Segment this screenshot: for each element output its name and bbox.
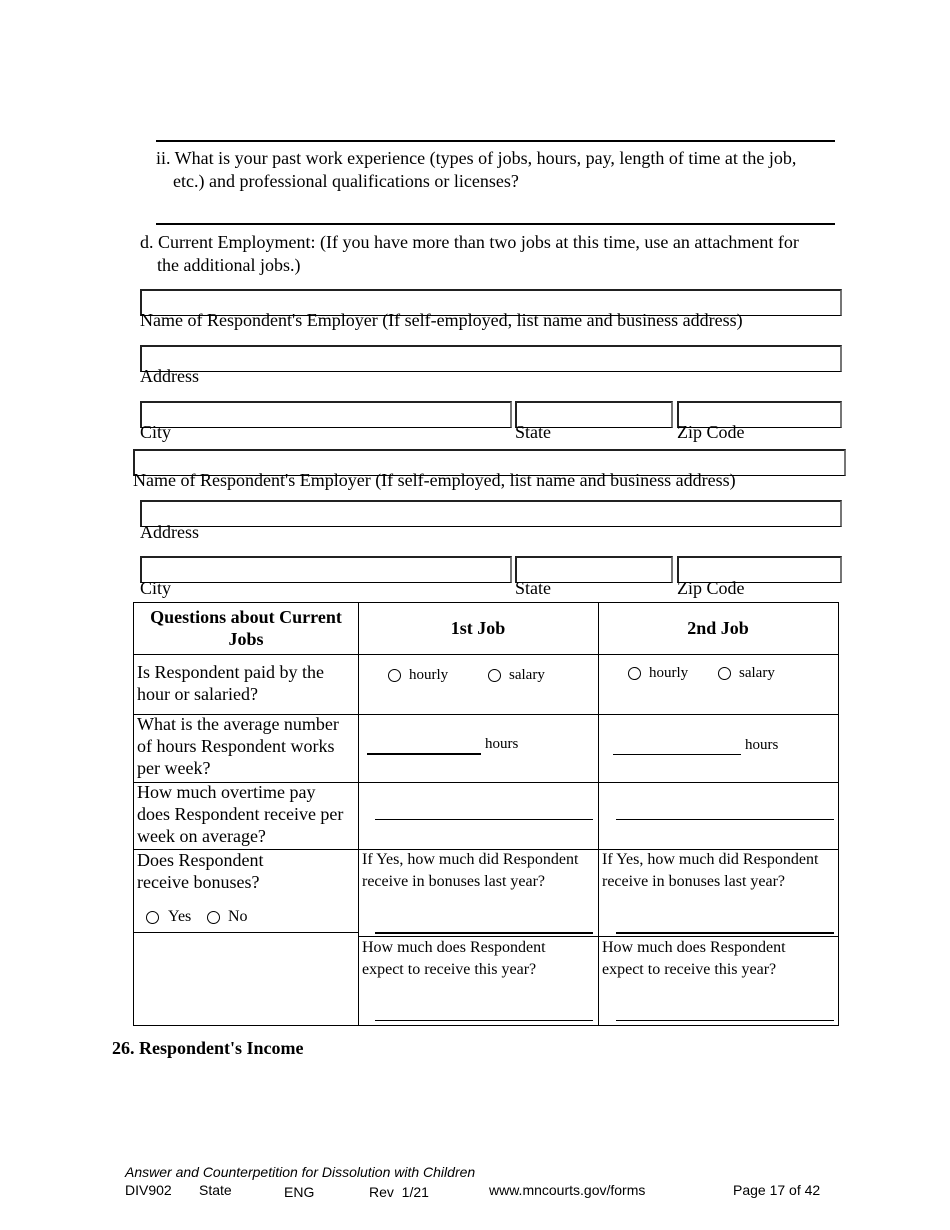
question-d: d. Current Employment: (If you have more than two jobs at this time, use an attachment for <box>140 232 799 252</box>
employer1-city-label: City <box>140 422 172 442</box>
job1-bonus-this-year-line2: expect to receive this year? <box>362 961 537 978</box>
col-divider-1 <box>358 603 359 1025</box>
divider-top <box>156 140 835 142</box>
job2-hours-field[interactable] <box>613 754 741 755</box>
question-bonus-line2: receive bonuses? <box>137 872 260 892</box>
job1-bonus-this-year-label <box>362 937 546 981</box>
job2-hourly-radio[interactable] <box>628 667 641 680</box>
job2-salary-radio[interactable] <box>718 667 731 680</box>
current-jobs-table <box>133 602 839 1026</box>
job2-bonus-this-year-label <box>602 937 786 981</box>
employer1-address-label: Address <box>140 366 199 386</box>
employer2-address-input[interactable] <box>140 500 842 527</box>
footer-page-number: Page 17 of 42 <box>733 1182 821 1198</box>
divider-answer-ii <box>156 223 835 225</box>
job2-bonus-last-year-line1: If Yes, how much did Respondent <box>602 851 819 868</box>
job1-salary-radio[interactable] <box>488 669 501 682</box>
header-2nd-job: 2nd Job <box>687 618 749 638</box>
employer2-city-label: City <box>140 578 172 598</box>
employer2-address-label: Address <box>140 522 199 542</box>
job2-bonus-this-year-line2: expect to receive this year? <box>602 961 777 978</box>
job1-hours-field[interactable] <box>367 753 481 755</box>
employer2-state-label: State <box>515 578 551 598</box>
question-hours <box>137 713 339 779</box>
header-questions-line2: Jobs <box>228 629 264 649</box>
bonus-yes-label: Yes <box>168 908 192 925</box>
footer-form-code: DIV902 <box>125 1182 172 1198</box>
question-d-continued: the additional jobs.) <box>157 255 301 275</box>
question-ii-continued: etc.) and professional qualifications or licenses? <box>173 171 519 191</box>
section-26-heading: 26. Respondent's Income <box>112 1038 304 1058</box>
question-paid <box>137 661 324 705</box>
job2-bonus-last-year-field[interactable] <box>616 932 834 934</box>
job2-bonus-this-year-field[interactable] <box>616 1020 834 1021</box>
footer-language: ENG <box>284 1184 315 1200</box>
question-overtime-line2: does Respondent receive per <box>137 804 344 824</box>
job2-salary-label: salary <box>739 665 775 681</box>
question-bonus <box>137 849 263 893</box>
question-overtime-line3: week on average? <box>137 826 266 846</box>
job1-bonus-last-year-label <box>362 849 578 893</box>
employer1-zip-label: Zip Code <box>677 422 745 442</box>
job1-bonus-last-year-field[interactable] <box>375 932 593 934</box>
bonus-no-radio[interactable] <box>207 911 220 924</box>
job1-hourly-label: hourly <box>409 667 449 683</box>
job2-hours-unit: hours <box>745 737 779 753</box>
employer1-name-label: Name of Respondent's Employer (If self-employed, list name and business address) <box>140 310 743 330</box>
job1-bonus-last-year-line2: receive in bonuses last year? <box>362 873 546 890</box>
question-ii: ii. What is your past work experience (types of jobs, hours, pay, length of time at the job, <box>156 148 797 168</box>
row-divider-header <box>134 654 838 655</box>
job1-hours-unit: hours <box>485 736 519 752</box>
col-divider-2 <box>598 603 599 1025</box>
footer-website: www.mncourts.gov/forms <box>489 1182 646 1198</box>
job1-salary-label: salary <box>509 667 545 683</box>
header-1st-job: 1st Job <box>450 618 506 638</box>
question-overtime-line1: How much overtime pay <box>137 782 316 802</box>
question-hours-line3: per week? <box>137 758 211 778</box>
bonus-yes-radio[interactable] <box>146 911 159 924</box>
question-hours-line2: of hours Respondent works <box>137 736 335 756</box>
header-questions-line1: Questions about Current <box>150 607 342 627</box>
employer2-city-input[interactable] <box>140 556 512 583</box>
question-overtime <box>137 781 343 847</box>
job2-bonus-this-year-line1: How much does Respondent <box>602 939 786 956</box>
job2-bonus-last-year-label <box>602 849 818 893</box>
employer2-zip-label: Zip Code <box>677 578 745 598</box>
header-questions <box>134 606 358 650</box>
job2-bonus-last-year-line2: receive in bonuses last year? <box>602 873 786 890</box>
question-bonus-line1: Does Respondent <box>137 850 264 870</box>
question-paid-line2: hour or salaried? <box>137 684 258 704</box>
job2-hourly-label: hourly <box>649 665 689 681</box>
question-hours-line1: What is the average number <box>137 714 339 734</box>
employer1-state-label: State <box>515 422 551 442</box>
bonus-no-label: No <box>228 908 248 925</box>
row-divider-bonus <box>134 932 358 933</box>
footer-form-title: Answer and Counterpetition for Dissolution with Children <box>125 1164 476 1180</box>
employer1-city-input[interactable] <box>140 401 512 428</box>
footer-revision: Rev 1/21 <box>369 1184 429 1200</box>
job2-overtime-field[interactable] <box>616 819 834 820</box>
employer2-name-label: Name of Respondent's Employer (If self-employed, list name and business address) <box>133 470 736 490</box>
job1-hourly-radio[interactable] <box>388 669 401 682</box>
footer-jurisdiction: State <box>199 1182 232 1198</box>
question-paid-line1: Is Respondent paid by the <box>137 662 324 682</box>
job1-bonus-this-year-line1: How much does Respondent <box>362 939 546 956</box>
job1-bonus-last-year-line1: If Yes, how much did Respondent <box>362 851 579 868</box>
employer1-address-input[interactable] <box>140 345 842 372</box>
job1-overtime-field[interactable] <box>375 819 593 820</box>
job1-bonus-this-year-field[interactable] <box>375 1020 593 1021</box>
